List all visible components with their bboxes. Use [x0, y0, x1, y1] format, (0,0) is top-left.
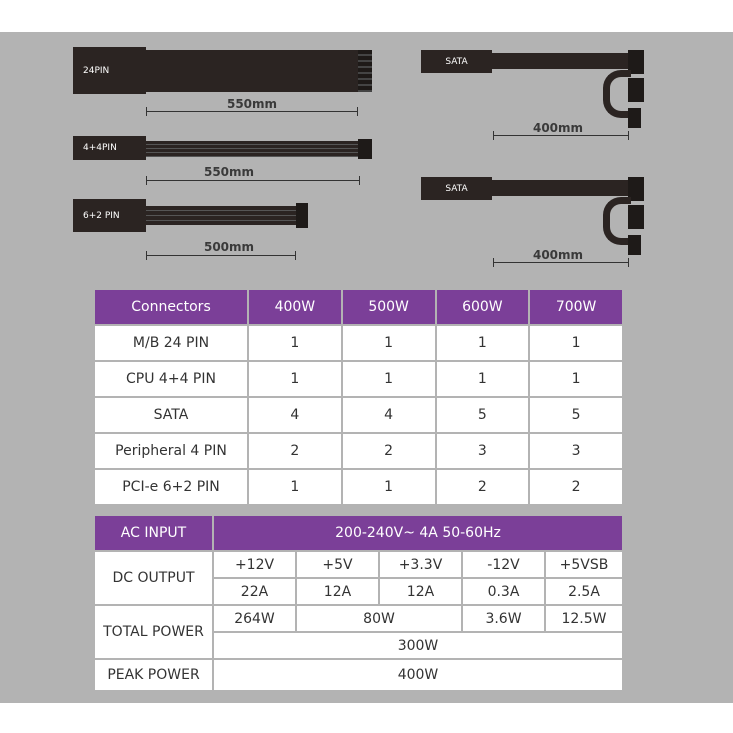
table-cell: 4 [342, 397, 436, 433]
dimension-line [493, 135, 629, 136]
rail-cell: -12V [462, 551, 545, 578]
table-cell: 5 [529, 397, 623, 433]
power-cell: 3.6W [462, 605, 545, 632]
table-cell: 1 [436, 325, 530, 361]
table-row [94, 433, 623, 469]
current-cell: 2.5A [545, 578, 623, 605]
total-power-value: 300W [213, 632, 623, 659]
peak-power-value: 400W [213, 659, 623, 691]
table-cell: 1 [436, 361, 530, 397]
plug-24pin [73, 47, 146, 94]
power-cell: 80W [296, 605, 462, 632]
table-cell: 3 [529, 433, 623, 469]
header-cell: 600W [436, 289, 530, 325]
table-row [94, 397, 623, 433]
table-cell: 1 [342, 469, 436, 505]
plug-sata [421, 177, 492, 200]
header-cell: 500W [342, 289, 436, 325]
current-cell: 0.3A [462, 578, 545, 605]
cable-body [146, 141, 358, 157]
plug-6-2pin [73, 199, 146, 232]
length-label: 400mm [532, 248, 584, 262]
dimension-line [146, 180, 360, 181]
table-cell: 1 [529, 325, 623, 361]
table-cell: 3 [436, 433, 530, 469]
ac-input-row [94, 515, 623, 551]
cable-loop [603, 197, 631, 245]
length-label: 400mm [532, 121, 584, 135]
table-cell: M/B 24 PIN [94, 325, 248, 361]
plug-label: SATA [445, 183, 468, 194]
table-cell: 2 [529, 469, 623, 505]
table-cell: CPU 4+4 PIN [94, 361, 248, 397]
table-cell: 2 [436, 469, 530, 505]
rail-power-row [94, 605, 623, 632]
plug-sata [421, 50, 492, 73]
table-cell: 1 [248, 469, 342, 505]
peak-power-label: PEAK POWER [94, 659, 213, 691]
header-cell: Connectors [94, 289, 248, 325]
peak-power-row [94, 659, 623, 691]
cable-body [492, 180, 630, 196]
rail-cell: +12V [213, 551, 296, 578]
connector-head [628, 235, 641, 255]
table-cell: 1 [342, 361, 436, 397]
table-row [94, 325, 623, 361]
header-cell: 400W [248, 289, 342, 325]
length-label: 550mm [226, 97, 278, 111]
table-cell: 2 [342, 433, 436, 469]
plug-label: 6+2 PIN [83, 210, 120, 221]
table-cell: 1 [248, 361, 342, 397]
connector-head [628, 78, 644, 102]
table-cell: 1 [248, 325, 342, 361]
cable-body [146, 50, 358, 92]
ac-input-value: 200-240V~ 4A 50-60Hz [213, 515, 623, 551]
rail-cell: +5V [296, 551, 379, 578]
dc-output-label: DC OUTPUT [94, 551, 213, 605]
current-cell: 12A [296, 578, 379, 605]
plug-4-4pin [73, 136, 146, 160]
table-header-row [94, 289, 623, 325]
plug-label: SATA [445, 56, 468, 67]
connector-head [358, 139, 372, 159]
power-table [93, 514, 624, 692]
plug-label: 4+4PIN [83, 143, 117, 153]
plug-label: 24PIN [83, 65, 110, 76]
cable-body [492, 53, 630, 69]
power-cell: 264W [213, 605, 296, 632]
cable-body [146, 206, 296, 225]
connector-head [628, 205, 644, 229]
power-cell: 12.5W [545, 605, 623, 632]
table-cell: 5 [436, 397, 530, 433]
dimension-line [146, 111, 358, 112]
table-cell: 1 [529, 361, 623, 397]
table-cell: 2 [248, 433, 342, 469]
connector-head [296, 203, 308, 228]
dimension-line [146, 255, 296, 256]
ac-input-label: AC INPUT [94, 515, 213, 551]
current-cell: 22A [213, 578, 296, 605]
connector-head [628, 108, 641, 128]
total-power-label: TOTAL POWER [94, 605, 213, 659]
table-row [94, 469, 623, 505]
table-cell: PCI-e 6+2 PIN [94, 469, 248, 505]
table-cell: 1 [342, 325, 436, 361]
table-cell: Peripheral 4 PIN [94, 433, 248, 469]
length-label: 550mm [203, 165, 255, 179]
header-cell: 700W [529, 289, 623, 325]
connector-head [358, 50, 372, 92]
rails-row [94, 551, 623, 578]
length-label: 500mm [203, 240, 255, 254]
connectors-table [93, 288, 624, 506]
cable-loop [603, 70, 631, 118]
rail-cell: +5VSB [545, 551, 623, 578]
rail-cell: +3.3V [379, 551, 462, 578]
current-cell: 12A [379, 578, 462, 605]
table-row [94, 361, 623, 397]
table-cell: SATA [94, 397, 248, 433]
table-cell: 4 [248, 397, 342, 433]
dimension-line [493, 262, 629, 263]
